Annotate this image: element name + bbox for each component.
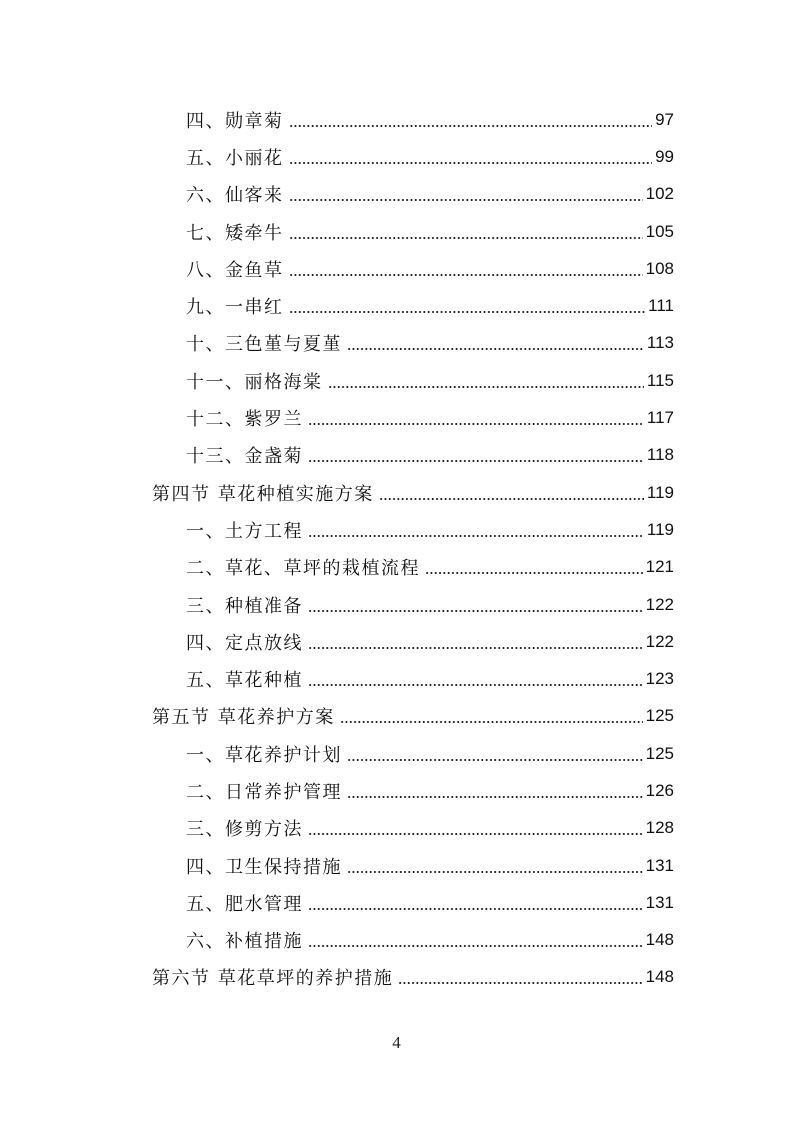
toc-entry-title: 五、草花种植 xyxy=(186,670,303,692)
toc-entry-page: 113 xyxy=(646,333,674,353)
toc-subsection-entry[interactable] xyxy=(152,101,674,138)
toc-entry-title: 七、矮牵牛 xyxy=(186,222,284,244)
toc-subsection-entry[interactable] xyxy=(152,399,674,436)
toc-entry-page: 99 xyxy=(655,146,674,166)
toc-subsection-entry[interactable] xyxy=(152,660,674,697)
toc-dot-leader xyxy=(398,968,642,986)
toc-entry-page: 148 xyxy=(645,967,674,987)
toc-entry-title: 四、勋章菊 xyxy=(186,110,284,132)
toc-subsection-entry[interactable] xyxy=(152,549,674,586)
toc-subsection-entry[interactable] xyxy=(152,325,674,362)
toc-dot-leader xyxy=(308,931,643,949)
toc-subsection-entry[interactable] xyxy=(152,735,674,772)
toc-subsection-entry[interactable] xyxy=(152,586,674,623)
toc-dot-leader xyxy=(425,558,643,576)
toc-entry-page: 117 xyxy=(646,408,674,428)
toc-entry-page: 105 xyxy=(645,221,674,241)
toc-entry-title: 五、小丽花 xyxy=(186,147,284,169)
toc-entry-title: 一、草花养护计划 xyxy=(186,744,342,766)
toc-entry-title: 八、金鱼草 xyxy=(186,259,284,281)
toc-dot-leader xyxy=(308,819,643,837)
toc-section-entry[interactable] xyxy=(152,959,674,996)
toc-dot-leader xyxy=(347,745,643,763)
toc-subsection-entry[interactable] xyxy=(152,437,674,474)
toc-entry-page: 111 xyxy=(648,296,674,316)
toc-dot-leader xyxy=(340,707,643,725)
toc-entry-title: 十、三色堇与夏堇 xyxy=(186,334,342,356)
toc-subsection-entry[interactable] xyxy=(152,213,674,250)
toc-section-entry[interactable] xyxy=(152,474,674,511)
toc-entry-page: 121 xyxy=(645,557,674,577)
toc-entry-title: 五、肥水管理 xyxy=(186,893,303,915)
toc-dot-leader xyxy=(328,372,644,390)
toc-dot-leader xyxy=(289,111,653,129)
toc-entry-page: 128 xyxy=(645,818,674,838)
toc-entry-page: 122 xyxy=(645,594,674,614)
toc-entry-title: 六、仙客来 xyxy=(186,185,284,207)
toc-entry-title: 六、补植措施 xyxy=(186,931,303,953)
toc-entry-title: 第四节 草花种植实施方案 xyxy=(152,483,374,505)
toc-dot-leader xyxy=(347,782,643,800)
toc-entry-page: 125 xyxy=(645,706,674,726)
toc-dot-leader xyxy=(308,409,644,427)
toc-subsection-entry[interactable] xyxy=(152,810,674,847)
toc-entry-title: 三、种植准备 xyxy=(186,595,303,617)
toc-entry-page: 119 xyxy=(646,519,674,539)
toc-subsection-entry[interactable] xyxy=(152,847,674,884)
toc-dot-leader xyxy=(308,521,644,539)
toc-dot-leader xyxy=(289,260,643,278)
toc-entry-page: 148 xyxy=(645,930,674,950)
toc-dot-leader xyxy=(308,670,643,688)
toc-entry-page: 118 xyxy=(646,445,674,465)
toc-dot-leader xyxy=(289,148,653,166)
toc-entry-title: 一、土方工程 xyxy=(186,520,303,542)
toc-entry-title: 十三、金盏菊 xyxy=(186,446,303,468)
toc-entry-title: 第六节 草花草坪的养护措施 xyxy=(152,968,394,990)
toc-subsection-entry[interactable] xyxy=(152,623,674,660)
toc-dot-leader xyxy=(289,297,646,315)
toc-entry-title: 二、日常养护管理 xyxy=(186,781,342,803)
toc-entry-title: 九、一串红 xyxy=(186,297,284,319)
toc-subsection-entry[interactable] xyxy=(152,362,674,399)
toc-entry-page: 97 xyxy=(655,109,674,129)
toc-entry-title: 三、修剪方法 xyxy=(186,819,303,841)
toc-entry-page: 115 xyxy=(646,370,674,390)
toc-entry-title: 四、卫生保持措施 xyxy=(186,856,342,878)
toc-subsection-entry[interactable] xyxy=(152,884,674,921)
page-number: 4 xyxy=(392,1033,401,1052)
toc-dot-leader xyxy=(347,857,643,875)
toc-subsection-entry[interactable] xyxy=(152,922,674,959)
toc-dot-leader xyxy=(289,223,643,241)
toc-dot-leader xyxy=(308,446,644,464)
toc-entry-page: 125 xyxy=(645,743,674,763)
toc-dot-leader xyxy=(308,596,643,614)
toc-entry-page: 122 xyxy=(645,631,674,651)
toc-entry-page: 108 xyxy=(645,258,674,278)
toc-dot-leader xyxy=(308,894,643,912)
toc-entry-page: 102 xyxy=(645,184,674,204)
toc-subsection-entry[interactable] xyxy=(152,176,674,213)
toc-entry-title: 四、定点放线 xyxy=(186,632,303,654)
toc-entry-page: 131 xyxy=(645,855,674,875)
toc-entry-title: 第五节 草花养护方案 xyxy=(152,707,335,729)
toc-entry-page: 119 xyxy=(646,482,674,502)
toc-entry-page: 131 xyxy=(645,892,674,912)
toc-dot-leader xyxy=(379,484,644,502)
toc-dot-leader xyxy=(289,185,643,203)
toc-subsection-entry[interactable] xyxy=(152,511,674,548)
toc-entry-title: 二、草花、草坪的栽植流程 xyxy=(186,558,420,580)
toc-entry-title: 十二、紫罗兰 xyxy=(186,409,303,431)
toc-dot-leader xyxy=(308,633,643,651)
toc-subsection-entry[interactable] xyxy=(152,250,674,287)
toc-subsection-entry[interactable] xyxy=(152,287,674,324)
toc-section-entry[interactable] xyxy=(152,698,674,735)
toc-dot-leader xyxy=(347,334,644,352)
toc-entry-page: 123 xyxy=(645,669,674,689)
table-of-contents xyxy=(152,101,674,996)
toc-subsection-entry[interactable] xyxy=(152,772,674,809)
toc-entry-page: 126 xyxy=(645,780,674,800)
toc-subsection-entry[interactable] xyxy=(152,138,674,175)
toc-entry-title: 十一、丽格海棠 xyxy=(186,371,323,393)
